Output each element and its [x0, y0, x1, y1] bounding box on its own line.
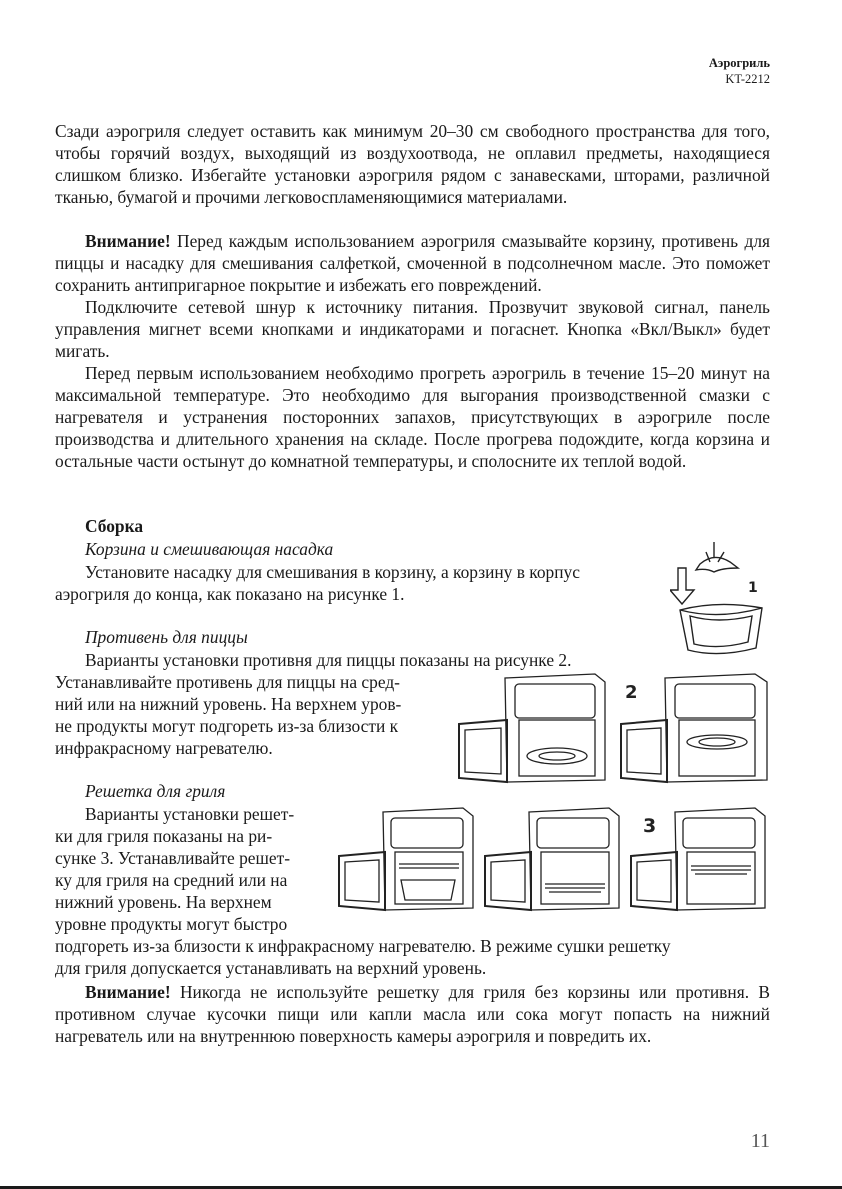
grill-subheading: Решетка для гриля — [85, 781, 226, 801]
pizza-subheading: Противень для пиццы — [85, 627, 248, 647]
grill-line-2: ки для гриля показаны на ри- — [55, 826, 273, 846]
pizza-line-3: ний или на нижний уровень. На верхнем уров- — [55, 694, 402, 714]
assembly-heading: Сборка — [85, 516, 144, 536]
grill-line-5: нижний уровень. На верхнем — [55, 892, 272, 912]
grill-line-8: для гриля допускается устанавливать на верхний уровень. — [55, 958, 487, 978]
grill-line-6: уровне продукты могут быстро — [55, 914, 288, 934]
pizza-line-1: Варианты установки противня для пиццы показаны на рисунке 2. — [85, 650, 572, 670]
pizza-line-2: Устанавливайте противень для пиццы на сред- — [55, 672, 400, 692]
header-model: KT-2212 — [725, 72, 770, 86]
pizza-line-4: не продукты могут подгореть из-за близости к — [55, 716, 399, 736]
basket-line-2: аэрогриля до конца, как показано на рисунке 1. — [55, 584, 405, 604]
grill-line-1: Варианты установки решет- — [85, 804, 295, 824]
figure-3-grill-rack-illustration — [335, 804, 775, 922]
preheat-paragraph: Перед первым использованием необходимо прогреть аэрогриль в течение 15–20 минут на максимальной температуре. Это необходимо для выгорания производственной смазки с нагревателя и устранения посторонних запахов, присутствующих в аэрогриле после производства и длительного хранения на складе. После прогрева подождите, когда корзина и остальные части остынут до комнатной температуры, и сполосните их теплой водой. — [55, 363, 770, 471]
grill-line-3: сунке 3. Устанавливайте решет- — [55, 848, 291, 868]
page-number: 11 — [750, 1130, 770, 1152]
basket-line-1: Установите насадку для смешивания в корзину, а корзину в корпус — [85, 562, 580, 582]
warning-text-1: Перед каждым использованием аэрогриля смазывайте корзину, противень для пиццы и насадку для смешивания салфеткой, смоченной в подсолнечном масле. Это поможет сохранить антипригарное покрытие и избежать его повреждений. — [55, 231, 770, 295]
grill-line-7: подгореть из-за близости к инфракрасному нагревателю. В режиме сушки решетку — [55, 936, 671, 956]
warning-label-1: Внимание! — [85, 231, 171, 251]
header-brand: Аэрогриль — [708, 56, 770, 70]
figure-3-number: 3 — [643, 815, 657, 837]
intro-paragraph: Сзади аэрогриля следует оставить как минимум 20–30 см свободного пространства для того, чтобы горячий воздух, выходящий из воздухоотвода, не оплавил предметы, находящиеся слишком близко. Избегайте установки аэрогриля рядом с занавесками, шторами, различной тканью, бумагой и прочими легковоспламеняющимися материалами. — [55, 121, 770, 207]
warning-paragraph-2 — [55, 981, 770, 1047]
grill-line-4: ку для гриля на средний или на — [55, 870, 288, 890]
figure-1-number: 1 — [748, 580, 758, 596]
warning-text-2: Никогда не используйте решетку для гриля без корзины или противня. В противном случае кусочки пищи или капли масла или сока могут попасть на нижний нагреватель или на внутреннюю поверхность камеры аэрогриля и повредить их. — [55, 982, 770, 1046]
warning-paragraph-1 — [55, 230, 770, 296]
power-paragraph: Подключите сетевой шнур к источнику питания. Прозвучит звуковой сигнал, панель управления мигнет всеми кнопками и индикаторами и погаснет. Кнопка «Вкл/Выкл» будет мигать. — [55, 297, 770, 361]
figure-2-number: 2 — [625, 682, 638, 703]
figure-1-basket-illustration — [670, 538, 780, 668]
basket-subheading: Корзина и смешивающая насадка — [85, 539, 334, 559]
running-header — [709, 55, 770, 87]
figure-2-pizza-tray-illustration — [445, 668, 775, 790]
pizza-line-5: инфракрасному нагревателю. — [55, 738, 273, 758]
warning-label-2: Внимание! — [85, 982, 171, 1002]
